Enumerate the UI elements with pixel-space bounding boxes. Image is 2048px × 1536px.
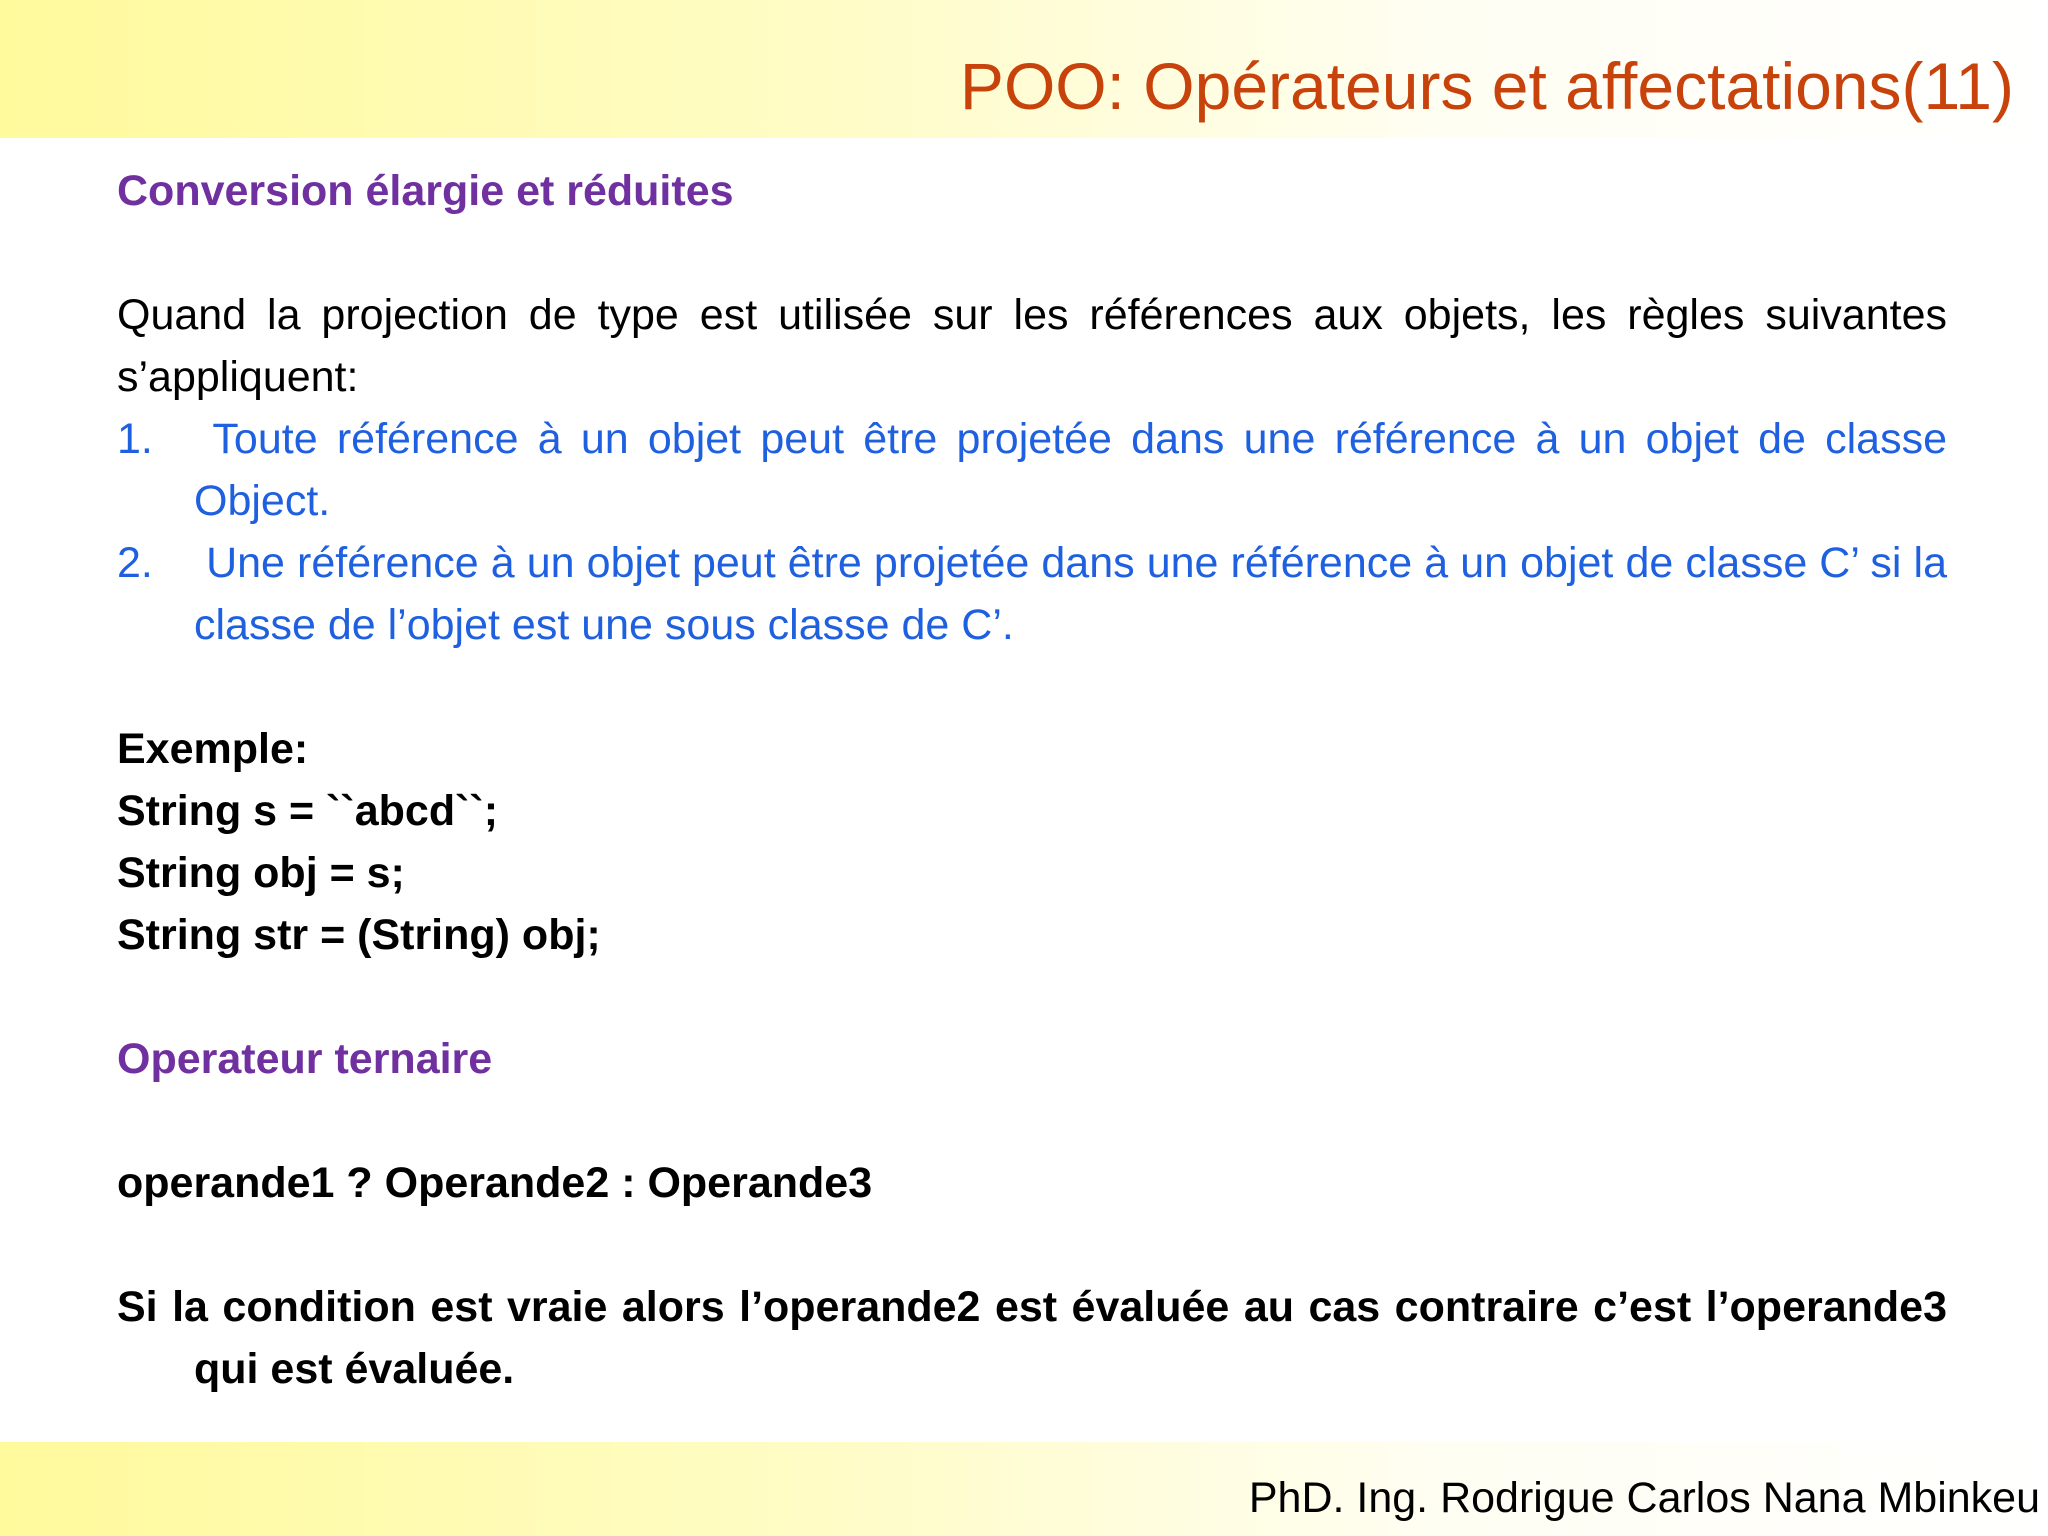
list-item-text: Une référence à un objet peut être projetée dans une référence à un objet de classe C’ si la classe de l’objet est une sous classe de C’. [194, 539, 1947, 649]
code-line-2: String obj = s; [117, 849, 405, 897]
section-heading-conversion: Conversion élargie et réduites [117, 167, 734, 215]
ternary-explanation: Si la condition est vraie alors l’operande2 est évaluée au cas contraire c’est l’operande3 qui est évaluée. [117, 1283, 1947, 1393]
code-line-3: String str = (String) obj; [117, 911, 601, 959]
ternary-syntax: operande1 ? Operande2 : Operande3 [117, 1159, 873, 1207]
list-item-rule-2 [117, 532, 1947, 656]
list-item-text: Toute référence à un objet peut être projetée dans une référence à un objet de classe Object. [194, 415, 1947, 525]
example-label: Exemple: [117, 725, 309, 773]
spacer [117, 966, 1947, 1028]
spacer [117, 1214, 1947, 1276]
list-item-rule-1 [117, 408, 1947, 532]
section-heading-ternary: Operateur ternaire [117, 1035, 493, 1083]
code-line-1: String s = ``abcd``; [117, 787, 499, 835]
slide-content [117, 160, 1947, 1400]
list-number: 1. [117, 415, 153, 463]
footer-author: PhD. Ing. Rodrigue Carlos Nana Mbinkeu [1248, 1474, 2040, 1522]
slide-title: POO: Opérateurs et affectations(11) [959, 49, 2014, 123]
spacer [117, 656, 1947, 718]
spacer [117, 222, 1947, 284]
list-number: 2. [117, 539, 153, 587]
spacer [117, 1090, 1947, 1152]
intro-paragraph: Quand la projection de type est utilisée sur les références aux objets, les règles suivantes s’appliquent: [117, 291, 1947, 401]
